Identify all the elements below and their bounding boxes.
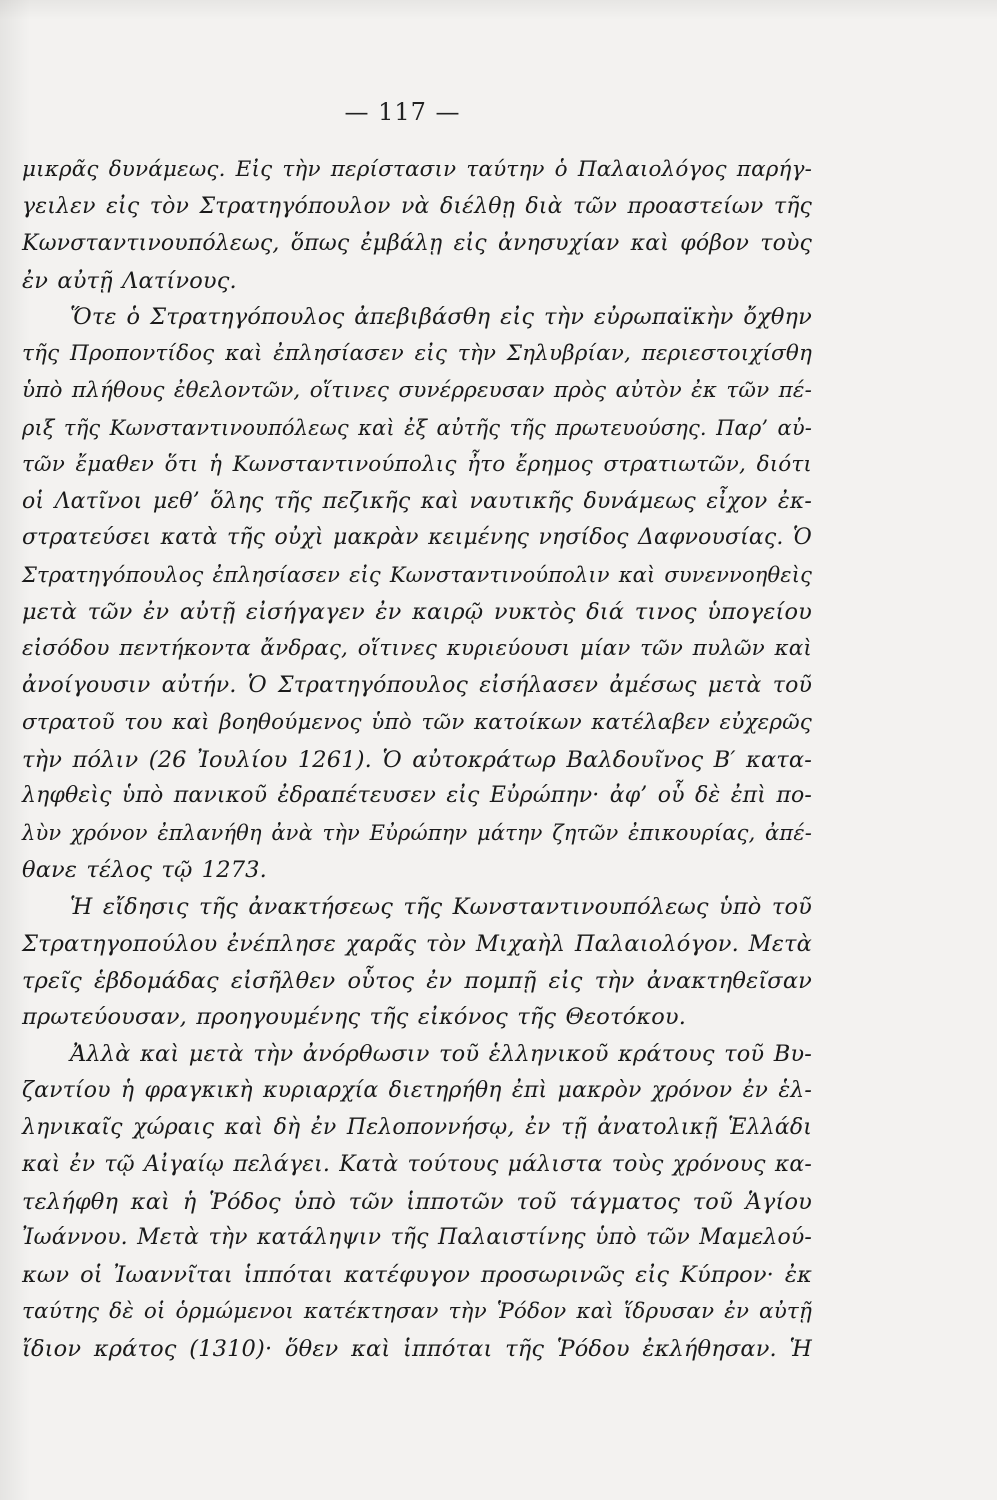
text-line: ταύτης δὲ οἱ ὁρμώμενοι κατέκτησαν τὴν Ῥόδον καὶ ἵδρυσαν ἐν αὐτῇ bbox=[22, 1299, 812, 1325]
text-line: εἰσόδου πεντήκοντα ἄνδρας, οἵτινες κυριεύουσι μίαν τῶν πυλῶν καὶ bbox=[22, 635, 812, 661]
text-line: ληνικαῖς χώραις καὶ δὴ ἐν Πελοποννήσῳ, ἐν τῇ ἀνατολικῇ Ἑλλάδι bbox=[22, 1114, 812, 1140]
page-number: — 117 — bbox=[344, 98, 461, 126]
text-line: μετὰ τῶν ἐν αὐτῇ εἰσήγαγεν ἐν καιρῷ νυκτὸς διά τινος ὑπογείου bbox=[22, 599, 812, 626]
text-line: λὺν χρόνον ἐπλανήθη ἀνὰ τὴν Εὐρώπην μάτην ζητῶν ἐπικουρίας, ἀπέ- bbox=[22, 821, 812, 846]
text-line: τὴν πόλιν (26 Ἰουλίου 1261). Ὁ αὐτοκράτωρ Βαλδουῖνος Β′ κατα- bbox=[22, 746, 812, 773]
text-line: ζαντίου ἡ φραγκικὴ κυριαρχία διετηρήθη ἐπὶ μακρὸν χρόνον ἐν ἑλ- bbox=[22, 1078, 812, 1104]
text-line: στρατοῦ του καὶ βοηθούμενος ὑπὸ τῶν κατοίκων κατέλαβεν εὐχερῶς bbox=[22, 709, 812, 735]
text-line: ἐν αὐτῇ Λατίνους. bbox=[22, 267, 237, 294]
text-line: ληφθεὶς ὑπὸ πανικοῦ ἐδραπέτευσεν εἰς Εὐρώπην· ἀφ’ οὗ δὲ ἐπὶ πο- bbox=[22, 783, 812, 809]
text-line: μικρᾶς δυνάμεως. Εἰς τὴν περίστασιν ταύτην ὁ Παλαιολόγος παρήγ- bbox=[22, 157, 812, 182]
text-line: θανε τέλος τῷ 1273. bbox=[22, 857, 267, 884]
text-line: Ὅτε ὁ Στρατηγόπουλος ἀπεβιβάσθη εἰς τὴν εὐρωπαϊκὴν ὄχθην bbox=[70, 304, 812, 331]
text-line: Ἀλλὰ καὶ μετὰ τὴν ἀνόρθωσιν τοῦ ἑλληνικοῦ κράτους τοῦ Βυ- bbox=[70, 1041, 812, 1068]
text-line: στρατεύσει κατὰ τῆς οὐχὶ μακρὰν κειμένης νησίδος Δαφνουσίας. Ὁ bbox=[22, 525, 812, 551]
text-line: Κωνσταντινουπόλεως, ὅπως ἐμβάλῃ εἰς ἀνησυχίαν καὶ φόβον τοὺς bbox=[22, 230, 812, 256]
text-line: Ἰωάννου. Μετὰ τὴν κατάληψιν τῆς Παλαιστίνης ὑπὸ τῶν Μαμελού- bbox=[22, 1225, 812, 1251]
text-line: ὑπὸ πλήθους ἐθελοντῶν, οἵτινες συνέρρευσαν πρὸς αὐτὸν ἐκ τῶν πέ- bbox=[22, 378, 812, 404]
text-line: πρωτεύουσαν, προηγουμένης τῆς εἰκόνος τῆς Θεοτόκου. bbox=[22, 1004, 687, 1031]
text-line: ἴδιον κράτος (1310)· ὅθεν καὶ ἱππόται τῆς Ῥόδου ἐκλήθησαν. Ἡ bbox=[22, 1336, 812, 1362]
text-line: Ἡ εἴδησις τῆς ἀνακτήσεως τῆς Κωνσταντινουπόλεως ὑπὸ τοῦ bbox=[70, 893, 812, 920]
text-line: τῶν ἔμαθεν ὅτι ἡ Κωνσταντινούπολις ἦτο ἔρημος στρατιωτῶν, διότι bbox=[22, 451, 812, 477]
text-line: ἀνοίγουσιν αὐτήν. Ὁ Στρατηγόπουλος εἰσήλασεν ἀμέσως μετὰ τοῦ bbox=[22, 672, 812, 698]
body-text bbox=[22, 152, 812, 1368]
text-line: Στρατηγόπουλος ἐπλησίασεν εἰς Κωνσταντινούπολιν καὶ συνεννοηθεὶς bbox=[22, 563, 812, 588]
text-line: τρεῖς ἑβδομάδας εἰσῆλθεν οὗτος ἐν πομπῇ εἰς τὴν ἀνακτηθεῖσαν bbox=[22, 967, 812, 994]
text-line: τῆς Προποντίδος καὶ ἐπλησίασεν εἰς τὴν Σηλυβρίαν, περιεστοιχίσθη bbox=[22, 341, 812, 367]
text-line: γειλεν εἰς τὸν Στρατηγόπουλον νὰ διέλθῃ διὰ τῶν προαστείων τῆς bbox=[22, 193, 812, 219]
text-line: ριξ τῆς Κωνσταντινουπόλεως καὶ ἐξ αὐτῆς τῆς πρωτευούσης. Παρ’ αὐ- bbox=[22, 415, 812, 440]
text-line: κων οἱ Ἰωαννῖται ἱππόται κατέφυγον προσωρινῶς εἰς Κύπρον· ἐκ bbox=[22, 1262, 812, 1289]
text-line: οἱ Λατῖνοι μεθ’ ὅλης τῆς πεζικῆς καὶ ναυτικῆς δυνάμεως εἶχον ἐκ- bbox=[22, 488, 812, 514]
text-line: τελήφθη καὶ ἡ Ῥόδος ὑπὸ τῶν ἱπποτῶν τοῦ τάγματος τοῦ Ἁγίου bbox=[22, 1188, 812, 1215]
text-line: Στρατηγοπούλου ἐνέπλησε χαρᾶς τὸν Μιχαὴλ Παλαιολόγον. Μετὰ bbox=[22, 930, 812, 957]
text-line: καὶ ἐν τῷ Αἰγαίῳ πελάγει. Κατὰ τούτους μάλιστα τοὺς χρόνους κα- bbox=[22, 1151, 812, 1177]
